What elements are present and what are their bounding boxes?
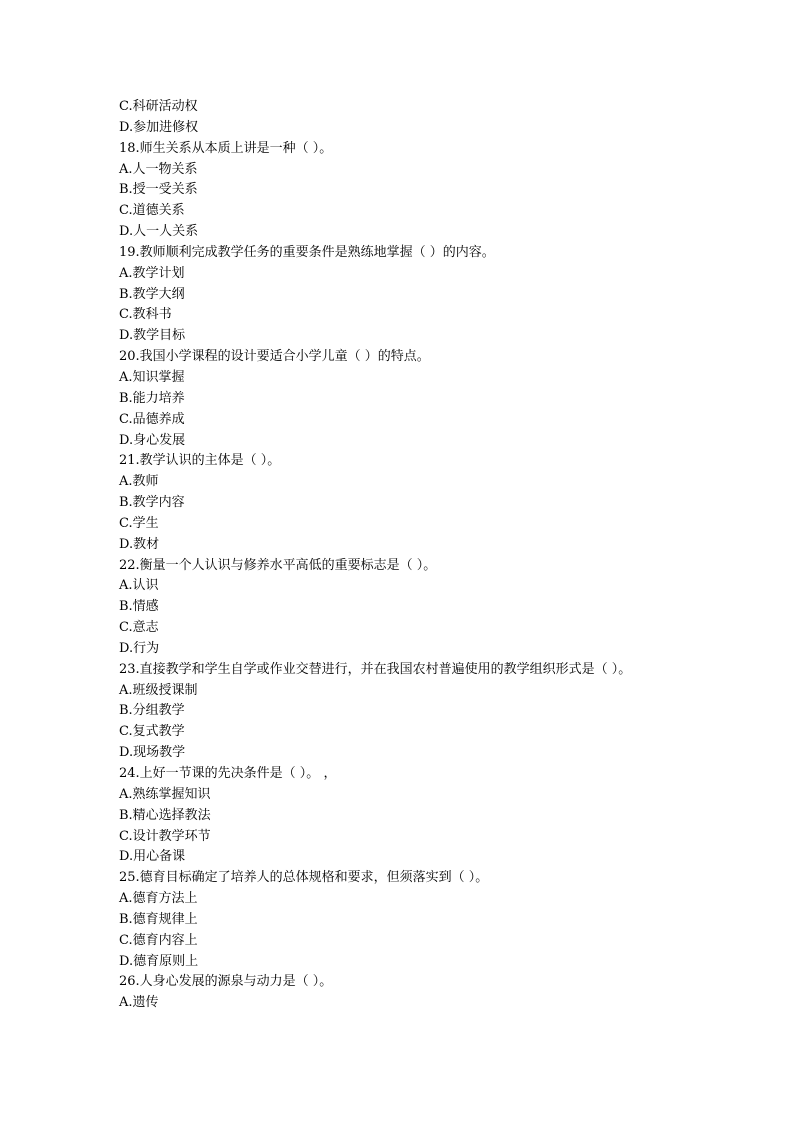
option-text: D.行为	[119, 640, 160, 656]
option-text: A.熟练掌握知识	[119, 786, 211, 802]
option-text: C.道德关系	[119, 203, 185, 219]
option-text: A.德育方法上	[119, 891, 198, 907]
option-text: C.德育内容上	[119, 932, 198, 948]
option-text: A.教师	[119, 474, 159, 490]
question-text: 20.我国小学课程的设计要适合小学儿童（ ）的特点。	[119, 349, 430, 365]
option-text: A.教学计划	[119, 265, 185, 281]
option-text: B.情感	[119, 599, 159, 615]
question-text: 23.直接教学和学生自学或作业交替进行，并在我国农村普遍使用的教学组织形式是（ ）。	[119, 661, 632, 677]
option-text: C.教科书	[119, 307, 172, 323]
question-text: 18.师生关系从本质上讲是一种（ ）。	[119, 140, 333, 156]
option-text: C.学生	[119, 515, 159, 531]
option-text: A.班级授课制	[119, 682, 198, 698]
question-text: 25.德育目标确定了培养人的总体规格和要求，但须落实到（ ）。	[119, 870, 489, 886]
option-text: B.教学内容	[119, 495, 185, 511]
question-list	[119, 97, 719, 1014]
question-text: 19.教师顺利完成教学任务的重要条件是熟练地掌握（ ）的内容。	[119, 244, 495, 260]
option-text: D.教材	[119, 536, 160, 552]
option-text: B.教学大纲	[119, 286, 185, 302]
option-text: B.分组教学	[119, 703, 185, 719]
option-text: B.精心选择教法	[119, 807, 211, 823]
option-text: A.认识	[119, 578, 159, 594]
option-text: D.身心发展	[119, 432, 186, 448]
option-text: D.用心备课	[119, 849, 186, 865]
option-text: D.教学目标	[119, 328, 186, 344]
question-text: 22.衡量一个人认识与修养水平高低的重要标志是（ ）。	[119, 557, 437, 573]
question-text: 21.教学认识的主体是（ ）。	[119, 453, 281, 469]
option-text: A.人一物关系	[119, 161, 198, 177]
option-text: B.能力培养	[119, 390, 185, 406]
option-text: A.知识掌握	[119, 369, 185, 385]
question-text: 24.上好一节课的先决条件是（ ）。 ，	[119, 766, 337, 781]
option-text: D.参加进修权	[119, 119, 199, 135]
option-text: C.复式教学	[119, 724, 185, 740]
option-text: D.现场教学	[119, 745, 186, 761]
option-text: B.德育规律上	[119, 911, 198, 927]
option-text: D.人一人关系	[119, 224, 199, 240]
option-text: C.品德养成	[119, 411, 185, 427]
option-text: C.意志	[119, 620, 159, 636]
option-text: A.遗传	[119, 995, 159, 1011]
option-text: C.设计教学环节	[119, 828, 211, 844]
option-text: D.德育原则上	[119, 953, 199, 969]
option-text: C.科研活动权	[119, 99, 198, 114]
option-text: B.授一受关系	[119, 182, 198, 198]
question-text: 26.人身心发展的源泉与动力是（ ）。	[119, 974, 333, 990]
